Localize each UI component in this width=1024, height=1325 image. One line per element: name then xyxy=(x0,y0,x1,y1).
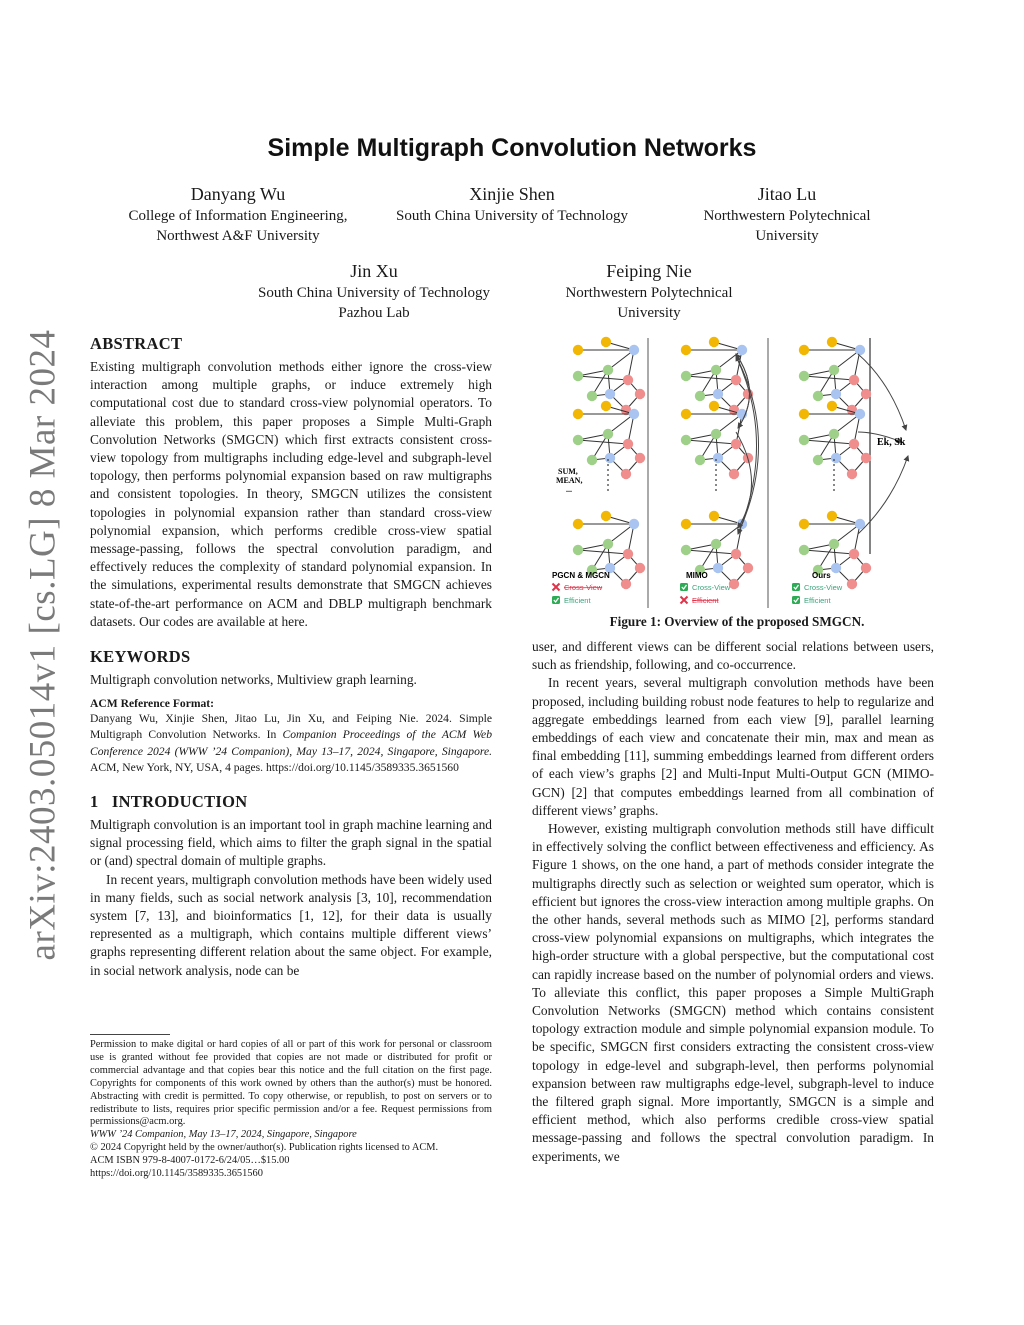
graph-node xyxy=(713,563,723,573)
author-affiliation: South China University of Technology xyxy=(258,285,490,301)
column-criterion: Cross-View xyxy=(564,583,603,592)
graph-node xyxy=(603,365,613,375)
graph-node xyxy=(681,435,691,445)
graph-node xyxy=(731,375,741,385)
footnote-rule xyxy=(90,1034,170,1035)
column-label: MIMO xyxy=(686,571,708,580)
introduction-text xyxy=(90,816,492,980)
graph-edge xyxy=(578,550,628,554)
author-name: Jitao Lu xyxy=(757,184,817,204)
graph-node xyxy=(709,401,719,411)
graph-node xyxy=(573,345,583,355)
ellipsis-dot xyxy=(715,464,717,466)
graph-node xyxy=(629,519,639,529)
graph-edge xyxy=(804,550,854,554)
reference-venue: Companion Proceedings of the ACM Web Conference 2024 (WWW ’24 Companion), May 13–17, 2024, Singapore, Singapore. xyxy=(90,728,492,758)
author-affiliation: Northwest A&F University xyxy=(156,228,320,244)
graph-node xyxy=(731,439,741,449)
graph-panel xyxy=(573,401,645,479)
ellipsis-dot xyxy=(715,474,717,476)
graph-node xyxy=(623,375,633,385)
graph-node xyxy=(629,409,639,419)
graph-node xyxy=(729,469,739,479)
ellipsis-dot xyxy=(607,479,609,481)
graph-node xyxy=(829,539,839,549)
graph-node xyxy=(601,511,611,521)
graph-node xyxy=(831,389,841,399)
graph-node xyxy=(799,409,809,419)
abstract-heading: ABSTRACT xyxy=(90,334,183,353)
author-block-5 xyxy=(509,260,789,323)
graph-node xyxy=(799,371,809,381)
figure-caption: Figure 1: Overview of the proposed SMGCN. xyxy=(609,614,865,629)
graph-node xyxy=(861,389,871,399)
ellipsis-dot xyxy=(833,459,835,461)
graph-node xyxy=(623,549,633,559)
graph-node xyxy=(861,563,871,573)
graph-edge xyxy=(578,376,628,380)
graph-node xyxy=(849,375,859,385)
graph-node xyxy=(629,345,639,355)
graph-node xyxy=(587,391,597,401)
ek-sk-label: Ek, Sk xyxy=(877,437,906,448)
graph-node xyxy=(855,409,865,419)
footnote xyxy=(90,1039,492,1181)
arrow xyxy=(858,456,908,534)
figure-1 xyxy=(540,332,940,612)
keywords-text: Multigraph convolution networks, Multiview graph learning. xyxy=(90,672,417,688)
graph-edge xyxy=(686,550,736,554)
author-affiliation: Northwestern Polytechnical xyxy=(703,208,871,224)
ellipsis-dot xyxy=(715,459,717,461)
column-criterion: Cross-View xyxy=(804,583,843,592)
author-block-2 xyxy=(372,183,652,226)
graph-panel xyxy=(799,511,871,589)
ellipsis-dot xyxy=(607,489,609,491)
copyright-line: © 2024 Copyright held by the owner/author(s). Publication rights licensed to ACM. xyxy=(90,1142,439,1154)
author-affiliation: University xyxy=(617,305,681,321)
graph-edge xyxy=(686,376,736,380)
ellipsis-dot xyxy=(715,469,717,471)
ellipsis-dot xyxy=(833,464,835,466)
cross-icon xyxy=(681,597,688,604)
graph-panel xyxy=(681,401,753,479)
column-label: PGCN & MGCN xyxy=(552,571,610,580)
graph-node xyxy=(831,453,841,463)
check-icon xyxy=(680,583,688,591)
graph-node xyxy=(827,511,837,521)
graph-node xyxy=(573,519,583,529)
graph-node xyxy=(847,579,857,589)
graph-node xyxy=(635,563,645,573)
graph-node xyxy=(711,539,721,549)
graph-node xyxy=(855,519,865,529)
author-name: Jin Xu xyxy=(350,261,398,281)
graph-node xyxy=(713,389,723,399)
graph-node xyxy=(573,371,583,381)
graph-node xyxy=(605,389,615,399)
abstract-text: Existing multigraph convolution methods either ignore the cross-view interaction among multiple graphs, or induce extremely high computational cost due to standard cross-view polynomial operators. To alleviate this problem, this paper proposes a Simple Multi-Graph Convolution Networks (SMGCN) which first extracts consistent cross-view topology from multigraphs including edge-level and subgraph-level topology, then performs polynomial expansion based on raw multigraphs and consistent topologies. In theory, SMGCN utilizes the consistent topologies in polynomial expansion rather than standard cross-view polynomial expansion, which performs credible cross-view spatial message-passing, follows the spectral convolution paradigm, and effectively reduces the complexity of standard polynomial expansion. In the simulations, experimental results demonstrate that SMGCN achieves state-of-the-art performance on ACM and DBLP multigraph benchmark datasets. Our codes are available at here. xyxy=(90,359,492,629)
agg-label: SUM, xyxy=(558,467,578,476)
graph-node xyxy=(737,345,747,355)
right-column xyxy=(532,638,934,1166)
graph-node xyxy=(587,455,597,465)
author-affiliation: College of Information Engineering, xyxy=(128,208,348,224)
graph-node xyxy=(603,539,613,549)
ellipsis-dot xyxy=(607,464,609,466)
graph-edge xyxy=(578,440,628,444)
column-criterion: Efficient xyxy=(804,596,831,605)
paragraph: However, existing multigraph convolution methods still have difficult in effectively solving the conflict between effectiveness and efficiency. As Figure 1 shows, on the one hand, a part of methods consider integrate the multigraphs directly such as selection or weighted sum operator, which is efficient but ignores the cross-view interaction among multiple graphs. On the other hands, several methods such as MIMO [2], performs standard cross-view polynomial expansions on multigraphs, which integrates the high-order structure with a global perspective, but the computational cost can rapidly increase based on the number of polynomial orders and views. To alleviate this conflict, this paper proposes a Simple MultiGraph Convolution Networks (SMGCN) method which contains consistent topology extraction module and simple polynomial expansion module. To be specific, SMGCN first considers extracting the consistent cross-view topology in edge-level and subgraph-level, then performs polynomial expansion between raw multigraphs edge-level, subgraph-level to induce the filtered graph signal. More importantly, SMGCN is a simple and efficient method, which also performs credible cross-view spatial message-passing and follows the spectral convolution paradigm. In experiments, we xyxy=(532,821,934,1164)
graph-node xyxy=(709,511,719,521)
graph-node xyxy=(601,337,611,347)
keywords-heading: KEYWORDS xyxy=(90,647,191,667)
author-affiliation: University xyxy=(755,228,819,244)
graph-node xyxy=(731,549,741,559)
author-name: Danyang Wu xyxy=(190,184,286,204)
graph-node xyxy=(827,337,837,347)
graph-node xyxy=(695,455,705,465)
graph-node xyxy=(681,345,691,355)
arxiv-sidebar xyxy=(18,329,68,961)
reference-text: Danyang Wu, Xinjie Shen, Jitao Lu, Jin Xu, and Feiping Nie. 2024. Simple Multigraph Convolution Networks. In xyxy=(90,712,492,742)
check-icon xyxy=(792,596,800,604)
graph-node xyxy=(855,345,865,355)
ellipsis-dot xyxy=(607,459,609,461)
doi-line: https://doi.org/10.1145/3589335.3651560 xyxy=(90,1168,263,1180)
column-criterion: Efficient xyxy=(564,596,591,605)
author-block-4 xyxy=(234,260,514,323)
author-affiliation: South China University of Technology xyxy=(396,208,628,224)
author-block-1 xyxy=(98,183,378,246)
graph-node xyxy=(847,469,857,479)
reference-format-text xyxy=(90,711,492,776)
graph-node xyxy=(849,439,859,449)
graph-node xyxy=(849,549,859,559)
column-labels xyxy=(552,571,843,605)
introduction-heading xyxy=(90,792,492,812)
check-icon xyxy=(792,583,800,591)
cross-icon xyxy=(553,584,560,591)
graph-panels xyxy=(573,337,871,589)
ellipsis-dot xyxy=(715,479,717,481)
graph-node xyxy=(623,439,633,449)
ellipsis-dot xyxy=(833,479,835,481)
paper-title: Simple Multigraph Convolution Networks xyxy=(267,134,757,162)
graph-node xyxy=(829,365,839,375)
ellipsis-dot xyxy=(715,489,717,491)
section-title: INTRODUCTION xyxy=(111,792,248,812)
graph-edge xyxy=(686,440,736,444)
graph-node xyxy=(635,453,645,463)
graph-node xyxy=(743,563,753,573)
ellipsis-dot xyxy=(833,484,835,486)
graph-node xyxy=(831,563,841,573)
isbn-line: ACM ISBN 979-8-4007-0172-6/24/05…$15.00 xyxy=(90,1155,290,1167)
permission-notice: Permission to make digital or hard copies of all or part of this work for personal or classroom use is granted without fee provided that copies are not made or distributed for profit or commercial advantage and that copies bear this notice and the full citation on the first page. Copyrights for components of this work owned by others than the author(s) must be honored. Abstracting with credit is permitted. To copy otherwise, or republish, to post on servers or to redistribute to lists, requires prior specific permission and/or a fee. Request permissions from permissions@acm.org. xyxy=(90,1039,492,1128)
figure-1-diagram xyxy=(540,332,940,612)
graph-node xyxy=(829,429,839,439)
author-name: Xinjie Shen xyxy=(469,184,555,204)
graph-node xyxy=(813,391,823,401)
graph-node xyxy=(681,519,691,529)
graph-node xyxy=(709,337,719,347)
paragraph: user, and different views can be different social relations between users, such as friendship, following, and co-occurrence. xyxy=(532,639,934,673)
graph-node xyxy=(827,401,837,411)
graph-node xyxy=(799,435,809,445)
left-column xyxy=(90,334,492,980)
graph-node xyxy=(695,391,705,401)
ellipsis-dot xyxy=(607,469,609,471)
graph-node xyxy=(603,429,613,439)
agg-label: MEAN, xyxy=(556,476,583,485)
author-affiliation: Northwestern Polytechnical xyxy=(565,285,733,301)
ellipsis-dot xyxy=(715,484,717,486)
graph-node xyxy=(711,429,721,439)
graph-node xyxy=(813,455,823,465)
venue-line: WWW ’24 Companion, May 13–17, 2024, Singapore, Singapore xyxy=(90,1129,357,1141)
paragraph: Multigraph convolution is an important tool in graph machine learning and signal processing field, which aims to filter the graph signal in the spatial or (and) spectral domain of multiple graphs. xyxy=(90,817,492,869)
graph-node xyxy=(621,469,631,479)
graph-node xyxy=(861,453,871,463)
paragraph: In recent years, several multigraph convolution methods have been proposed, including building robust node features to help to regularize and aggregate embeddings learned from each view [9], parallel learning embeddings of each view and concatenate their min, max and mean as final embedding [11], summing embeddings learned from different orders of each view’s graphs [2] and Multi-Input Multi-Output GCN (MIMO-GCN) [2] that computes embeddings learned from all combination of different views’ graphs. xyxy=(532,675,934,818)
ellipsis-dot xyxy=(607,474,609,476)
author-block-3 xyxy=(647,183,927,246)
author-affiliation: Pazhou Lab xyxy=(338,305,410,321)
ellipsis-dot xyxy=(607,484,609,486)
graph-node xyxy=(799,345,809,355)
graph-node xyxy=(573,409,583,419)
graph-node xyxy=(621,579,631,589)
graph-node xyxy=(681,545,691,555)
graph-node xyxy=(713,453,723,463)
paragraph: In recent years, multigraph convolution methods have been widely used in many fields, such as social network analysis [3, 10], recommendation system [7, 13], and bioinformatics [1, 12], for their data is usually represented as a multigraph, which contains multiple different views’ graphs representing different relation about the same object. For example, in social network analysis, node can be xyxy=(90,871,492,978)
reference-format-heading: ACM Reference Format: xyxy=(90,697,215,711)
graph-node xyxy=(573,435,583,445)
graph-panel xyxy=(799,401,871,479)
author-name: Feiping Nie xyxy=(606,261,692,281)
graph-node xyxy=(681,409,691,419)
agg-label: ... xyxy=(566,485,572,494)
graph-node xyxy=(711,365,721,375)
graph-node xyxy=(573,545,583,555)
graph-node xyxy=(605,453,615,463)
ellipsis-dot xyxy=(833,474,835,476)
ellipsis-dot xyxy=(833,489,835,491)
graph-node xyxy=(729,579,739,589)
graph-edge xyxy=(804,376,854,380)
column-criterion: Efficient xyxy=(692,596,719,605)
column-label: Ours xyxy=(812,571,831,580)
graph-node xyxy=(799,545,809,555)
ellipsis-dot xyxy=(833,469,835,471)
graph-node xyxy=(799,519,809,529)
arxiv-identifier: arXiv:2403.05014v1 [cs.LG] 8 Mar 2024 xyxy=(22,329,64,961)
graph-node xyxy=(681,371,691,381)
graph-node xyxy=(635,389,645,399)
check-icon xyxy=(552,596,560,604)
column-criterion: Cross-View xyxy=(692,583,731,592)
graph-node xyxy=(601,401,611,411)
reference-doi: ACM, New York, NY, USA, 4 pages. https://doi.org/10.1145/3589335.3651560 xyxy=(90,760,459,774)
section-number: 1 xyxy=(90,792,99,812)
graph-edge xyxy=(804,440,854,444)
